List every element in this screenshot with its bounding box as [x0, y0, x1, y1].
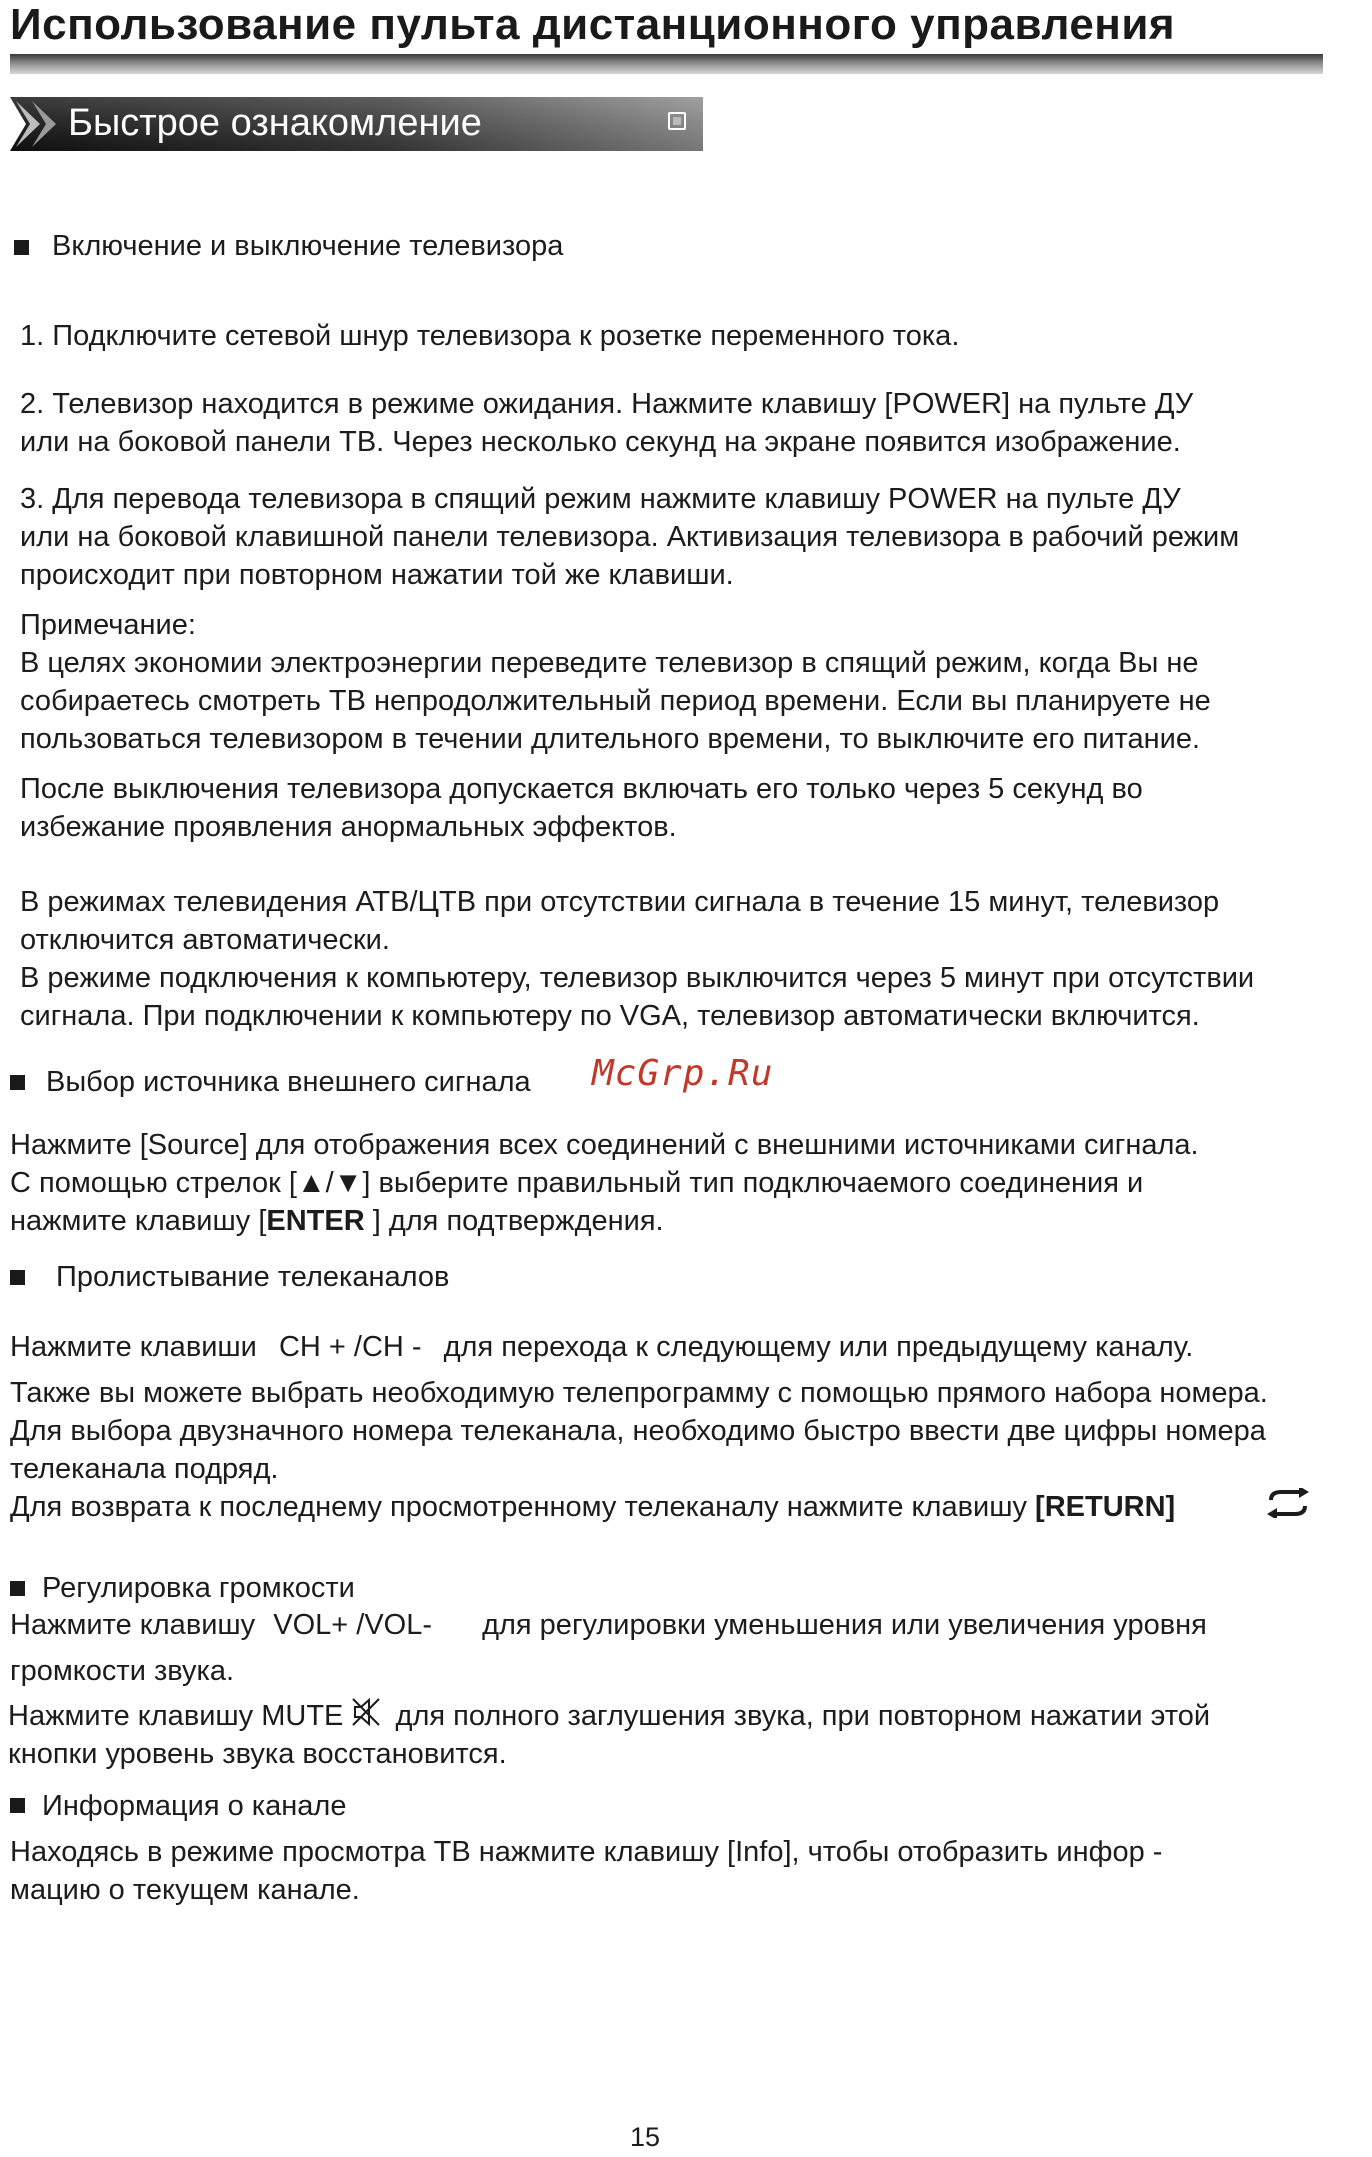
title-underline-bar [10, 54, 1323, 74]
source-line-3-a: нажмите клавишу [ [10, 1205, 267, 1237]
power-heading: Включение и выключение телевизора [52, 230, 564, 262]
power-step-2-line-2: или на боковой панели ТВ. Через несколько секунд на экране появится изображение. [20, 426, 1181, 458]
info-heading: Информация о канале [42, 1790, 347, 1822]
volume-line-3-b: для полного заглушения звука, при повторном нажатии этой [395, 1700, 1211, 1732]
volume-line-3-a: Нажмите клавишу MUTE [8, 1700, 344, 1732]
enter-key-label: ENTER [266, 1205, 365, 1237]
power-step-3-line-2: или на боковой клавишной панели телевизора. Активизация телевизора в рабочий режим [20, 521, 1240, 553]
power-note [20, 606, 1211, 758]
channels-line-1-a: Нажмите клавиши [10, 1331, 257, 1363]
arrow-keys-label: ▲/▼ [296, 1167, 363, 1199]
volume-heading: Регулировка громкости [42, 1572, 355, 1604]
ch-keys-label: CH + /CH - [278, 1331, 422, 1363]
power-auto-line-4: сигнала. При подключении к компьютеру по VGA, телевизор автоматически включится. [20, 1000, 1200, 1032]
channels-heading: Пролистывание телеканалов [56, 1261, 450, 1293]
volume-line-3 [8, 1697, 1210, 1737]
source-line-3-b: ] для подтверждения. [364, 1205, 664, 1237]
info-text [10, 1833, 1162, 1909]
volume-line-1-a: Нажмите клавишу [10, 1609, 256, 1641]
volume-line-2: громкости звука. [10, 1655, 235, 1687]
power-after-off [20, 770, 1143, 846]
channels-line-3: Для выбора двузначного номера телеканала, необходимо быстро ввести две цифры номера [10, 1415, 1266, 1447]
channels-line-1 [10, 1328, 1193, 1366]
power-auto-line-1: В режимах телевидения АТВ/ЦТВ при отсутствии сигнала в течение 15 минут, телевизор [20, 886, 1220, 918]
volume-line-1-b: для регулировки уменьшения или увеличения уровня [482, 1609, 1207, 1641]
square-bullet-icon [10, 1581, 25, 1596]
vol-keys-label: VOL+ /VOL- [273, 1609, 433, 1641]
square-bullet-icon [14, 240, 29, 255]
source-line-2 [10, 1164, 1199, 1202]
watermark: McGrp.Ru [592, 1053, 774, 1094]
power-note-line-2: собираетесь смотреть ТВ непродолжительный период времени. Если вы планируете не [20, 685, 1211, 717]
power-step-3-line-1: 3. Для перевода телевизора в спящий режим нажмите клавишу POWER на пульте ДУ [20, 483, 1181, 515]
square-bullet-icon [10, 1798, 25, 1813]
power-auto-line-2: отключится автоматически. [20, 924, 390, 956]
channels-line-1-b: для перехода к следующему или предыдущему каналу. [443, 1331, 1194, 1363]
volume-line-1 [10, 1606, 1207, 1644]
source-text [10, 1126, 1199, 1240]
info-line-2: мацию о текущем канале. [10, 1874, 360, 1906]
channels-line-5-a: Для возврата к последнему просмотренному телеканалу нажмите клавишу [10, 1491, 1027, 1523]
source-line-3 [10, 1202, 1199, 1240]
power-auto-line-3: В режиме подключения к компьютеру, телевизор выключится через 5 минут при отсутствии [20, 962, 1255, 994]
power-note-line-1: В целях экономии электроэнергии переведите телевизор в спящий режим, когда Вы не [20, 647, 1199, 679]
page-title: Использование пульта дистанционного управления [10, 0, 1176, 49]
square-bullet-icon [10, 1270, 25, 1285]
power-auto-off [20, 883, 1254, 1035]
source-line-2-b: ] выберите правильный тип подключаемого соединения и [362, 1167, 1144, 1199]
channels-line-4: телеканала подряд. [10, 1453, 279, 1485]
channels-line-5 [10, 1488, 1268, 1526]
power-step-3-line-3: происходит при повторном нажатии той же клавиши. [20, 559, 734, 591]
power-step-2-line-1: 2. Телевизор находится в режиме ожидания. Нажмите клавишу [POWER] на пульте ДУ [20, 388, 1194, 420]
banner-square-icon [668, 112, 686, 130]
return-icon [1263, 1488, 1313, 1523]
page-number: 15 [630, 2122, 661, 2152]
source-line-1: Нажмите [Source] для отображения всех соединений с внешними источниками сигнала. [10, 1129, 1199, 1161]
channels-text [10, 1374, 1268, 1526]
source-heading: Выбор источника внешнего сигнала [46, 1066, 531, 1098]
power-note-label: Примечание: [20, 609, 196, 641]
volume-line-4: кнопки уровень звука восстановится. [8, 1738, 507, 1770]
return-key-label: [RETURN] [1035, 1491, 1176, 1523]
channels-line-2: Также вы можете выбрать необходимую телепрограмму с помощью прямого набора номера. [10, 1377, 1268, 1409]
power-after-line-2: избежание проявления анормальных эффектов. [20, 811, 677, 843]
power-step-2 [20, 385, 1193, 461]
info-line-1: Находясь в режиме просмотра ТВ нажмите клавишу [Info], чтобы отобразить инфор - [10, 1836, 1163, 1868]
section-banner-title: Быстрое ознакомление [68, 102, 482, 144]
mute-icon [351, 1697, 387, 1737]
power-after-line-1: После выключения телевизора допускается включать его только через 5 секунд во [20, 773, 1143, 805]
power-step-1: 1. Подключите сетевой шнур телевизора к розетке переменного тока. [20, 320, 960, 352]
power-note-line-3: пользоваться телевизором в течении длительного времени, то выключите его питание. [20, 723, 1201, 755]
source-line-2-a: С помощью стрелок [ [10, 1167, 297, 1199]
square-bullet-icon [10, 1075, 25, 1090]
power-step-3 [20, 480, 1239, 594]
